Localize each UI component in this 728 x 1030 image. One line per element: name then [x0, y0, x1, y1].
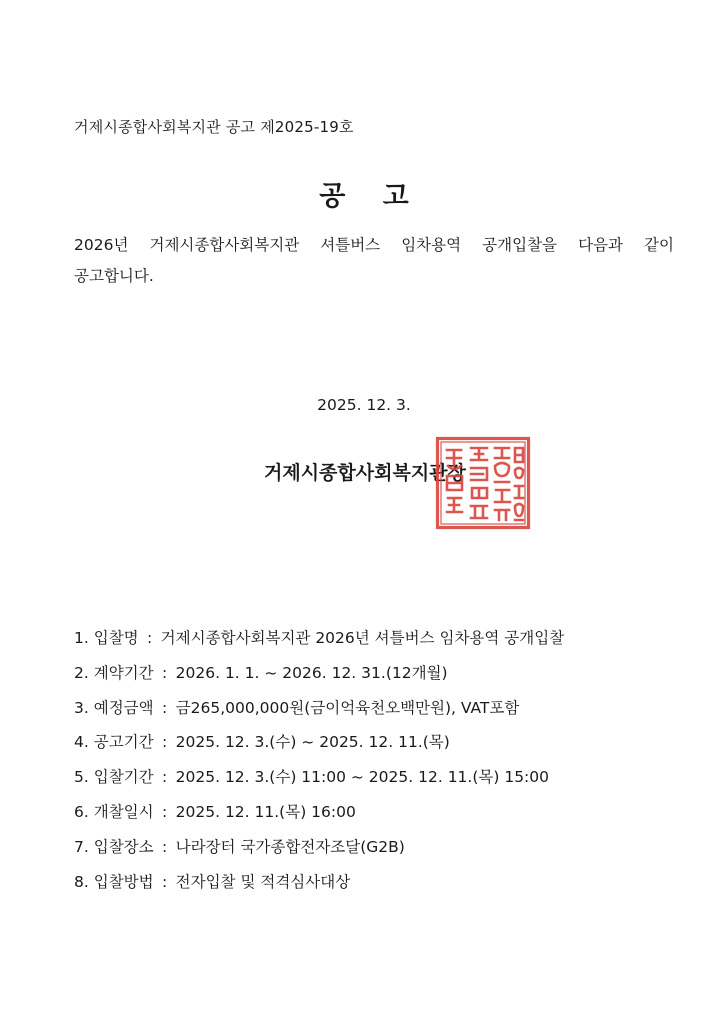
- item-number: 2.: [74, 663, 89, 682]
- list-item: [74, 662, 564, 697]
- item-value: 2025. 12. 3.(수) ~ 2025. 12. 11.(목): [175, 733, 450, 752]
- item-label: 입찰기간: [93, 768, 154, 787]
- list-item: [74, 627, 564, 662]
- item-separator: :: [162, 698, 168, 717]
- list-item: [74, 801, 564, 836]
- notice-body-line-2: 공고합니다.: [74, 267, 154, 285]
- item-value: 금265,000,000원(금이억육천오백만원), VAT포함: [175, 698, 520, 717]
- document-title: 공 고: [319, 181, 423, 212]
- item-number: 1.: [74, 629, 89, 647]
- notice-body: [74, 230, 674, 292]
- item-label: 예정금액: [93, 698, 154, 717]
- item-separator: :: [162, 802, 168, 821]
- item-number: 3.: [74, 698, 89, 717]
- official-seal-icon: [435, 436, 531, 530]
- item-number: 8.: [74, 872, 89, 891]
- issuer-name: 거제시종합사회복지관장: [264, 462, 466, 484]
- item-separator: :: [162, 768, 168, 787]
- item-label: 입찰장소: [93, 837, 154, 856]
- item-separator: :: [147, 629, 153, 647]
- item-label: 계약기간: [93, 663, 154, 682]
- item-value: 전자입찰 및 적격심사대상: [175, 872, 351, 891]
- item-value: 2026. 1. 1. ~ 2026. 12. 31.(12개월): [175, 663, 448, 682]
- item-number: 5.: [74, 768, 89, 787]
- item-label: 입찰방법: [93, 872, 154, 891]
- item-number: 6.: [74, 802, 89, 821]
- list-item: [74, 731, 564, 766]
- item-number: 7.: [74, 837, 89, 856]
- item-value: 2025. 12. 3.(수) 11:00 ~ 2025. 12. 11.(목) 15:00: [175, 768, 550, 787]
- item-value: 나라장터 국가종합전자조달(G2B): [175, 837, 405, 856]
- item-separator: :: [162, 872, 168, 891]
- list-item: [74, 697, 564, 732]
- issue-date: 2025. 12. 3.: [317, 396, 411, 414]
- list-item: [74, 766, 564, 801]
- item-separator: :: [162, 663, 168, 682]
- notice-body-line-1: 2026년 거제시종합사회복지관 셔틀버스 임차용역 공개입찰을 다음과 같이: [74, 236, 674, 254]
- item-separator: :: [162, 733, 168, 752]
- list-item: [74, 836, 564, 871]
- bid-details-list: [74, 627, 564, 905]
- item-label: 개찰일시: [93, 802, 154, 821]
- notice-number: 거제시종합사회복지관 공고 제2025-19호: [74, 118, 354, 136]
- item-label: 공고기간: [93, 733, 154, 752]
- item-value: 2025. 12. 11.(목) 16:00: [175, 802, 356, 821]
- item-value: 거제시종합사회복지관 2026년 셔틀버스 임차용역 공개입찰: [160, 629, 565, 647]
- item-label: 입찰명: [93, 629, 139, 647]
- item-number: 4.: [74, 733, 89, 752]
- item-separator: :: [162, 837, 168, 856]
- list-item: [74, 871, 564, 906]
